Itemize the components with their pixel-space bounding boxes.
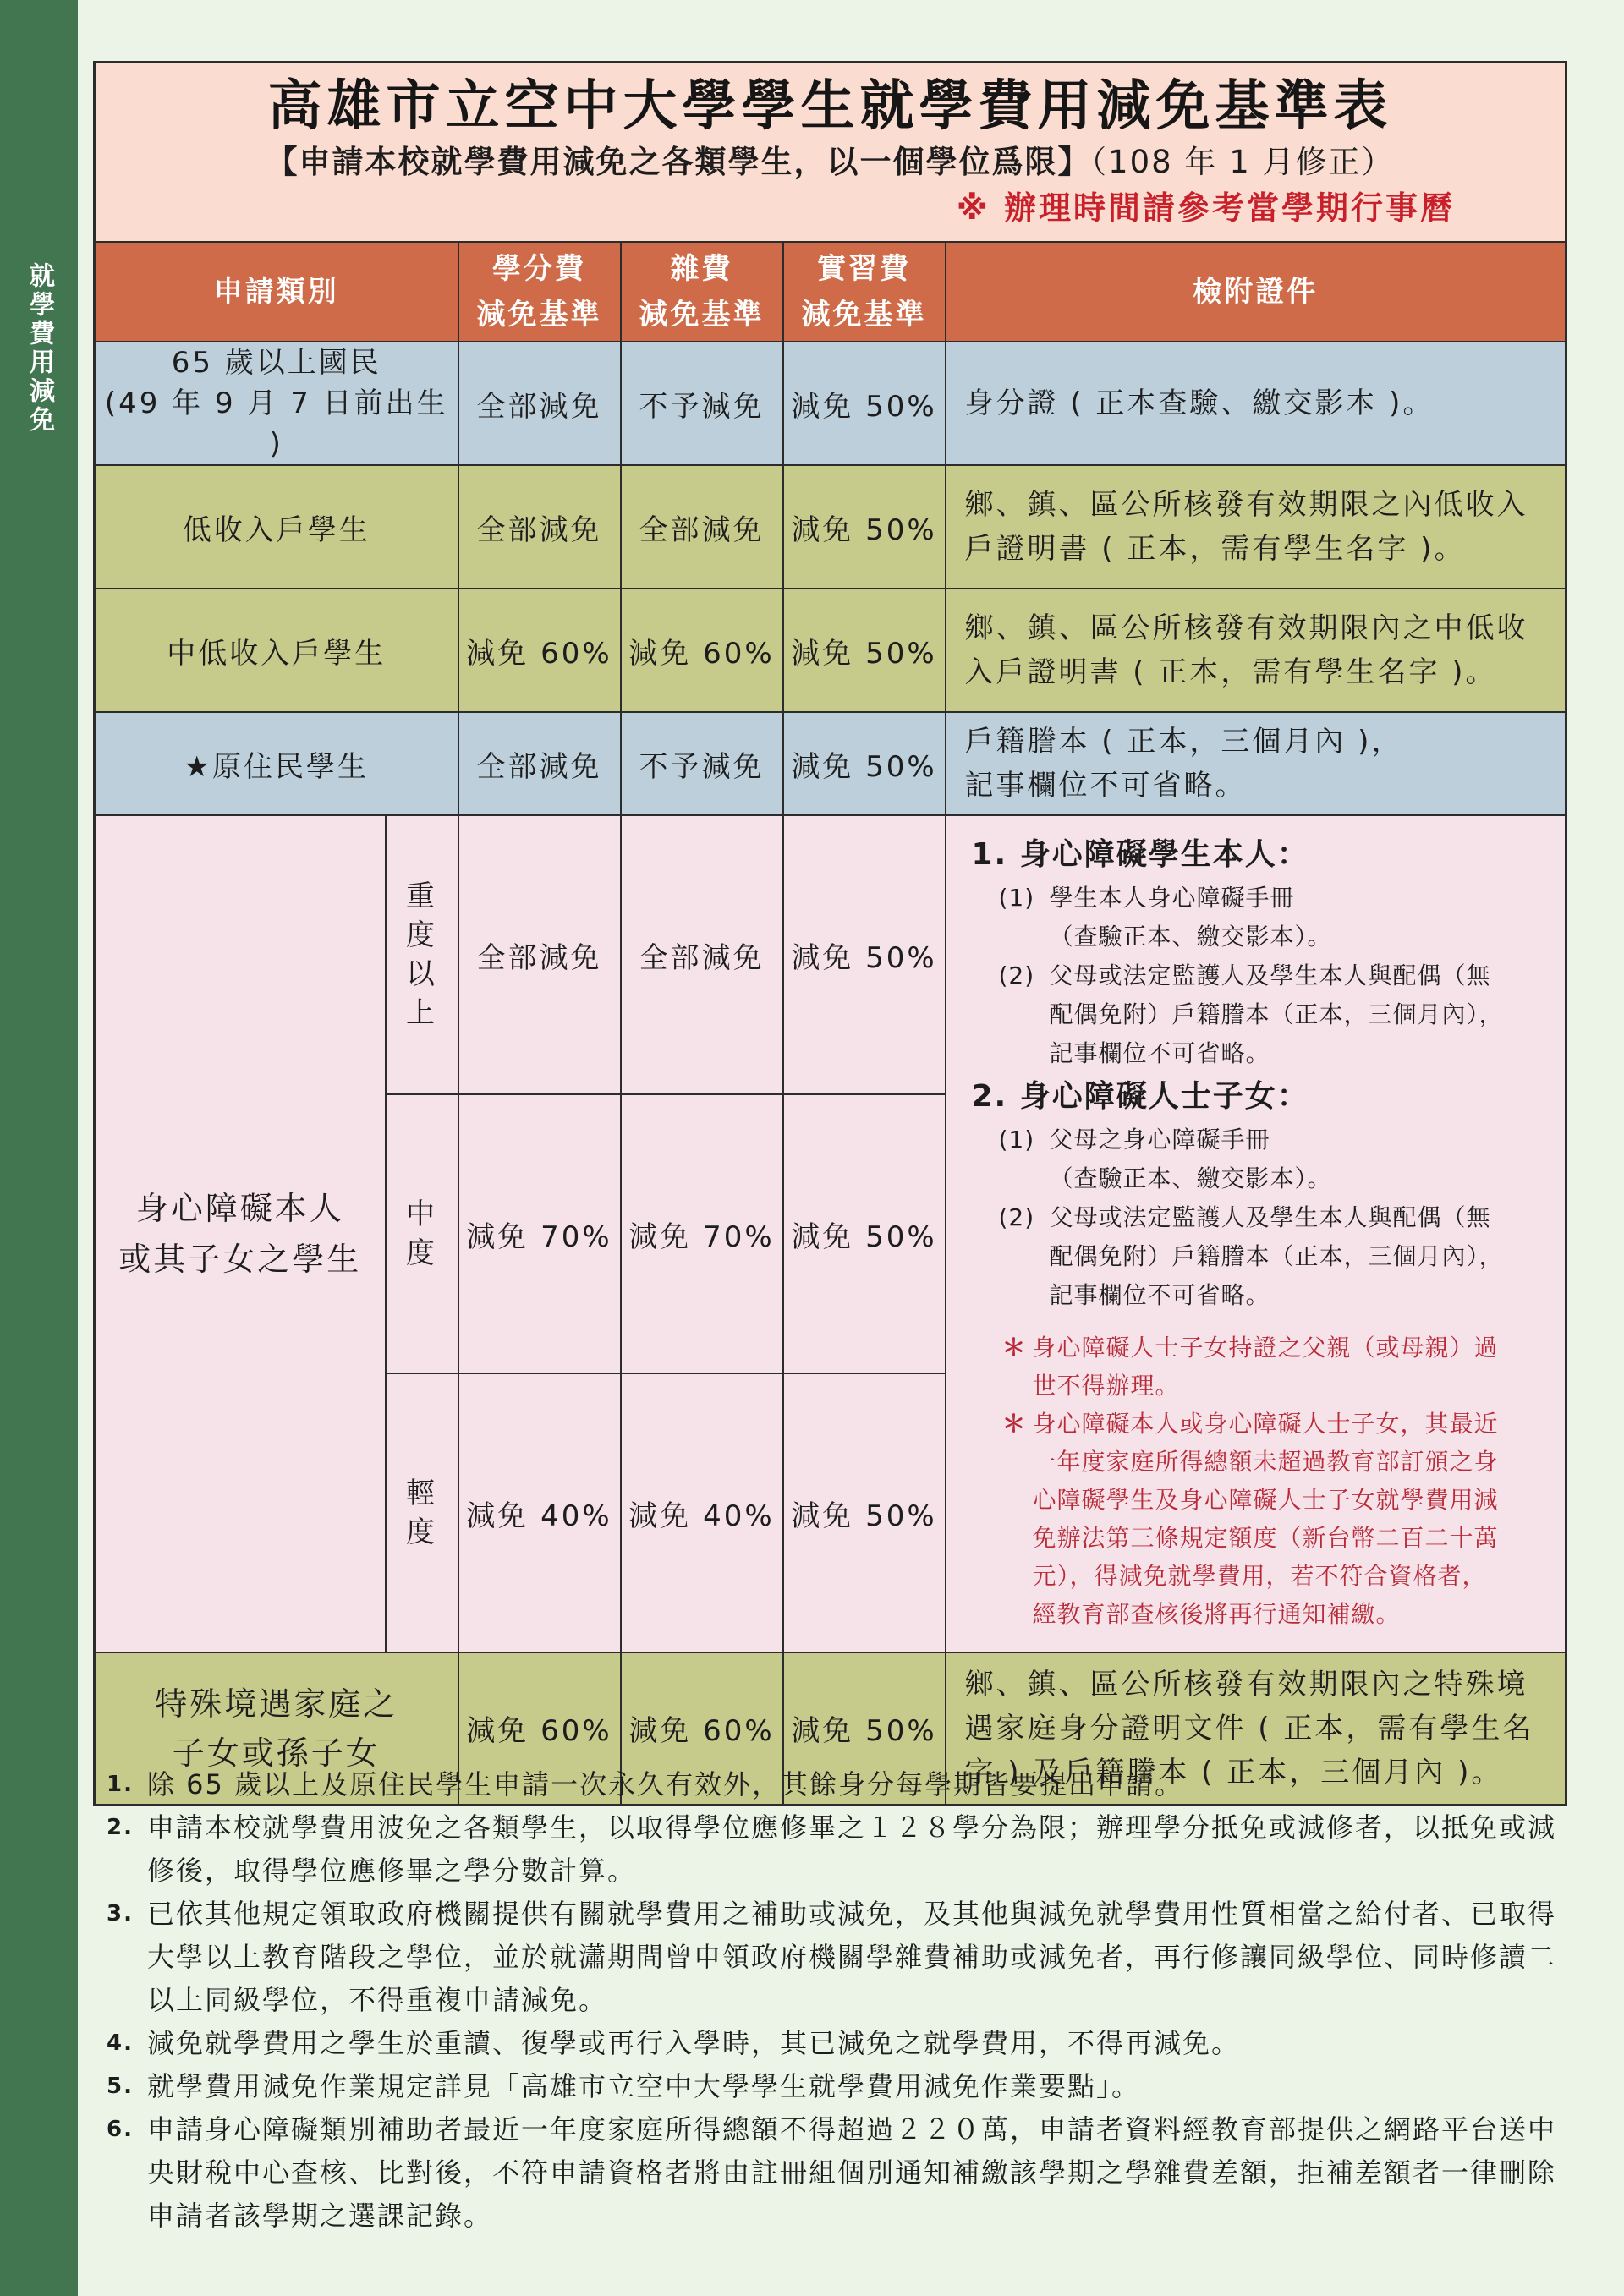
header-practice-line2: 減免基準: [801, 298, 927, 332]
item-number: (1): [998, 884, 1035, 912]
docs-item: [972, 956, 1545, 1073]
item-number: (1): [998, 1126, 1035, 1153]
footnote-item: [107, 1806, 1561, 1893]
footnote-text: 就學費用減免作業規定詳見「高雄市立空中大學學生就學費用減免作業要點」。: [147, 2070, 1141, 2102]
misc-cell: 減免 70%: [621, 1094, 783, 1373]
subtitle-text: 【申請本校就學費用減免之各類學生，以一個學位爲限】: [266, 144, 1091, 180]
item-text: [1050, 879, 1332, 956]
item-line: 記事欄位不可省略。: [1049, 1281, 1270, 1309]
table-row: [95, 712, 1566, 815]
category-cell: [95, 342, 458, 465]
footnote-text: 已依其他規定領取政府機關提供有關就學費用之補助或減免，及其他與減免就學費用性質相當之給付者、已取得大學以上教育階段之學位，並於就瀟期間曾申領政府機關學雜費補助或減免者，再行修讓同級學位、同時修讀二以上同級學位，不得重複申請減免。: [147, 1898, 1557, 2016]
item-line: 父母或法定監護人及學生本人與配偶（無: [1049, 962, 1491, 989]
item-line: 配偶免附）戶籍謄本（正本，三個月內），: [1049, 1000, 1504, 1028]
misc-cell: 減免 60%: [621, 589, 783, 712]
footnote-text: 申請本校就學費用波免之各類學生，以取得學位應修畢之１２８學分為限；辦理學分抵免或減修者，以抵免或減修後，取得學位應修畢之學分數計算。: [147, 1811, 1557, 1887]
note-text: [1033, 1405, 1499, 1633]
item-text: [1050, 1121, 1332, 1198]
practice-cell: 減免 50%: [783, 712, 946, 815]
practice-cell: 減免 50%: [783, 1094, 946, 1373]
header-practice: [783, 242, 946, 342]
credit-cell: 減免 70%: [458, 1094, 621, 1373]
category-line1: 特殊境遇家庭之: [155, 1685, 398, 1723]
note-text: [1033, 1329, 1499, 1405]
category-cell: 低收入戶學生: [95, 465, 458, 589]
header-misc-line2: 減免基準: [639, 298, 765, 332]
category-cell: ★原住民學生: [95, 712, 458, 815]
item-line: （查驗正本、繳交影本）。: [1049, 1164, 1332, 1192]
footnote-text: 申請身心障礙類別補助者最近一年度家庭所得總額不得超過２２０萬，申請者資料經教育部提供之網路平台送中央財稅中心查核、比對後，不符申請資格者將由註冊組個別通知補繳該學期之學雜費差額，拒補差額者一律刪除申請者該學期之選課記錄。: [147, 2113, 1557, 2232]
note-line: 世不得辦理。: [1032, 1372, 1180, 1400]
footnote-number: 3.: [107, 1901, 134, 1926]
item-number: (2): [998, 1203, 1035, 1231]
item-line: （查驗正本、繳交影本）。: [1049, 923, 1332, 951]
item-line: 父母之身心障礙手冊: [1049, 1126, 1270, 1153]
note-line: 元），得減免就學費用，若不符合資格者，: [1032, 1562, 1487, 1590]
item-line: 配偶免附）戶籍謄本（正本，三個月內），: [1049, 1242, 1504, 1270]
item-line: 記事欄位不可省略。: [1049, 1039, 1270, 1067]
docs-heading-2: 2. 身心障礙人士子女：: [971, 1079, 1309, 1114]
practice-cell: 減免 50%: [783, 342, 946, 465]
documents-line2: 記事欄位不可省略。: [964, 769, 1247, 803]
category-line2: 或其子女之學生: [118, 1241, 362, 1278]
note-line: 經教育部查核後將再行通知補繳。: [1032, 1600, 1401, 1628]
category-line2: (49 年 9 月 7 日前出生 ): [104, 386, 448, 461]
note-line: 免辦法第三條規定額度（新台幣二百二十萬: [1032, 1524, 1499, 1552]
docs-item: [972, 1198, 1545, 1315]
disability-documents-cell: [946, 815, 1566, 1652]
header-credit-line2: 減免基準: [476, 298, 602, 332]
footnote-item: [107, 2022, 1561, 2065]
footnote-item: [107, 2108, 1561, 2238]
category-cell: 中低收入戶學生: [95, 589, 458, 712]
asterisk-icon: ＊: [1001, 1410, 1027, 1438]
footnote-number: 4.: [107, 2030, 134, 2056]
item-text: [1050, 956, 1504, 1073]
credit-cell: 全部減免: [458, 815, 621, 1094]
level-label: 中度: [406, 1197, 437, 1270]
documents-cell: 身分證 ( 正本查驗、繳交影本 )。: [946, 342, 1566, 465]
credit-cell: 減免 60%: [458, 589, 621, 712]
docs-item: [972, 1121, 1545, 1198]
credit-cell: 全部減免: [458, 712, 621, 815]
footnote-number: 2.: [107, 1815, 134, 1840]
sidebar-label: 就學費用減免: [25, 262, 54, 435]
docs-warning-note: [972, 1405, 1545, 1633]
documents-cell: [946, 712, 1566, 815]
footnotes-list: [107, 1763, 1561, 2238]
level-label: 重度以上: [406, 879, 437, 1030]
asterisk-icon: ＊: [1001, 1334, 1027, 1362]
note-line: 一年度家庭所得總額未超過教育部訂頒之身: [1032, 1448, 1499, 1476]
table-row: [95, 342, 1566, 465]
table-row: [95, 815, 1566, 1094]
practice-cell: 減免 50%: [783, 465, 946, 589]
documents-cell: 鄉、鎮、區公所核發有效期限內之特殊境遇家庭身分證明文件 ( 正本，需有學生名字 ) 及戶籍謄本 ( 正本，三個月內 )。: [946, 1652, 1566, 1805]
credit-cell: 減免 40%: [458, 1373, 621, 1652]
header-misc-line1: 雜費: [670, 252, 733, 286]
footnote-text: 減免就學費用之學生於重讀、復學或再行入學時，其已減免之就學費用，不得再減免。: [147, 2027, 1241, 2059]
misc-cell: 減免 60%: [621, 1652, 783, 1805]
item-text: [1050, 1198, 1504, 1315]
table-row: [95, 589, 1566, 712]
footnote-item: [107, 1893, 1561, 2022]
header-category: 申請類別: [95, 242, 458, 342]
footnote-number: 6.: [107, 2117, 134, 2142]
note-line: 身心障礙人士子女持證之父親（或母親）過: [1032, 1334, 1499, 1362]
header-credit: [458, 242, 621, 342]
note-line: 心障礙學生及身心障礙人士子女就學費用減: [1032, 1486, 1499, 1514]
header-credit-line1: 學分費: [492, 252, 586, 286]
misc-cell: 不予減免: [621, 342, 783, 465]
documents-cell: 鄉、鎮、區公所核發有效期限之內低收入戶證明書 ( 正本，需有學生名字 )。: [946, 465, 1566, 589]
category-line1: 身心障礙本人: [135, 1190, 344, 1227]
level-cell: [386, 1094, 458, 1373]
docs-warning-note: [972, 1329, 1545, 1405]
misc-cell: 不予減免: [621, 712, 783, 815]
misc-cell: 減免 40%: [621, 1373, 783, 1652]
footnote-item: [107, 1763, 1561, 1806]
revision-text: （108 年 1 月修正）: [1090, 144, 1395, 180]
table-row: [95, 465, 1566, 589]
category-cell: [95, 815, 386, 1652]
header-documents: 檢附證件: [946, 242, 1566, 342]
category-line2: 子女或孫子女: [172, 1734, 381, 1772]
footnote-text: 除 65 歲以上及原住民學生申請一次永久有效外，其餘身分每學期皆要提出申請。: [147, 1768, 1184, 1800]
practice-cell: 減免 50%: [783, 1373, 946, 1652]
page-title: 高雄市立空中大學學生就學費用減免基準表: [267, 75, 1393, 138]
docs-heading-1: 1. 身心障礙學生本人：: [971, 837, 1309, 872]
item-line: 父母或法定監護人及學生本人與配偶（無: [1049, 1203, 1491, 1231]
credit-cell: 減免 60%: [458, 1652, 621, 1805]
level-label: 輕度: [406, 1477, 437, 1549]
footnote-number: 5.: [107, 2074, 134, 2099]
practice-cell: 減免 50%: [783, 589, 946, 712]
sidebar: [0, 0, 78, 2296]
documents-line1: 戶籍謄本 ( 正本，三個月內 )，: [964, 725, 1403, 759]
item-line: 學生本人身心障礙手冊: [1049, 884, 1295, 912]
item-number: (2): [998, 962, 1035, 989]
docs-item: [972, 879, 1545, 956]
table-header-row: [95, 242, 1566, 342]
practice-cell: 減免 50%: [783, 1652, 946, 1805]
level-cell: [386, 815, 458, 1094]
title-subtitle: [112, 141, 1548, 184]
level-cell: [386, 1373, 458, 1652]
footnote-number: 1.: [107, 1772, 134, 1797]
title-block: [95, 63, 1566, 243]
header-practice-line1: 實習費: [817, 252, 911, 286]
header-misc: [621, 242, 783, 342]
documents-cell: 鄉、鎮、區公所核發有效期限內之中低收入戶證明書 ( 正本，需有學生名字 )。: [946, 589, 1566, 712]
misc-cell: 全部減免: [621, 815, 783, 1094]
misc-cell: 全部減免: [621, 465, 783, 589]
fee-reduction-table: [93, 61, 1567, 1806]
note-line: 身心障礙本人或身心障礙人士子女，其最近: [1032, 1410, 1499, 1438]
category-line1: 65 歲以上國民: [171, 346, 381, 380]
practice-cell: 減免 50%: [783, 815, 946, 1094]
schedule-note: ※ 辦理時間請參考當學期行事曆: [956, 189, 1456, 227]
footnote-item: [107, 2065, 1561, 2108]
credit-cell: 全部減免: [458, 342, 621, 465]
credit-cell: 全部減免: [458, 465, 621, 589]
